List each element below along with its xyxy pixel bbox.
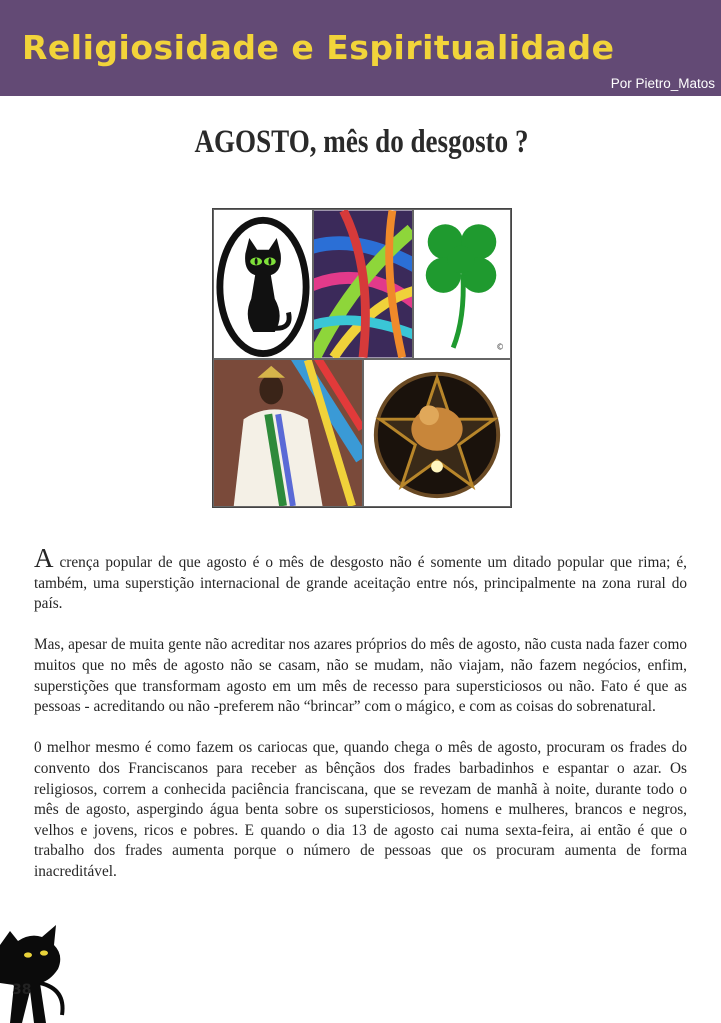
black-cat-icon xyxy=(0,925,70,1023)
section-title: Religiosidade e Espiritualidade xyxy=(22,28,615,67)
paragraph-3: 0 melhor mesmo é como fazem os cariocas que, quando chega o mês de agosto, procuram os frades do convento dos Franciscanos para receber as bênçãos dos frades barbadinhos e espantar o azar. Os religiosos, correm a conhecida paciência franciscana, que se revezam de manhã à noite, durante todo o mês de agosto, aspergindo água benta sobre os supersticiosos, homens e mulheres, brancos e negros, velhos e jovens, ricos e pobres. E quando o dia 13 de agosto cai numa sexta-feira, ai então é que o trabalho dos frades aumenta porque o número de pessoas que os procuram aumenta de forma inacreditável. xyxy=(34,739,687,880)
black-cat-emblem-image xyxy=(213,209,313,359)
bonfim-ribbons-image xyxy=(313,209,413,359)
article-title: AGOSTO, mês do desgosto ? xyxy=(194,124,529,160)
page-number: 38 xyxy=(12,982,32,998)
pentagram-image xyxy=(363,359,511,507)
paragraph-2: Mas, apesar de muita gente não acreditar nos azares próprios do mês de agosto, não custa nada fazer como muitos que no mês de agosto não se casam, não se mudam, não viajam, não fazem negócios, enfim, superstições que transformam agosto em um mês de recesso para supersticiosos ou não. Fato é que as pessoas - acreditando ou não -preferem não “brincar” com o mágico, e com as coisas do sobrenatural. xyxy=(34,636,687,716)
drop-cap: A xyxy=(34,543,54,573)
article-body xyxy=(34,543,687,903)
paragraph-1-text: crença popular de que agosto é o mês de desgosto não é somente um ditado popular que rima; é, também, uma superstição internacional de grande aceitação entre nós, principalmente na zona rural do país. xyxy=(34,554,687,613)
page-header xyxy=(0,0,721,96)
paragraph-1 xyxy=(34,543,687,615)
saint-figure-image xyxy=(213,359,363,507)
clover-mark: © xyxy=(496,342,505,352)
author-byline: Por Pietro_Matos xyxy=(610,76,715,91)
image-collage xyxy=(212,208,512,508)
four-leaf-clover-image xyxy=(413,209,511,359)
